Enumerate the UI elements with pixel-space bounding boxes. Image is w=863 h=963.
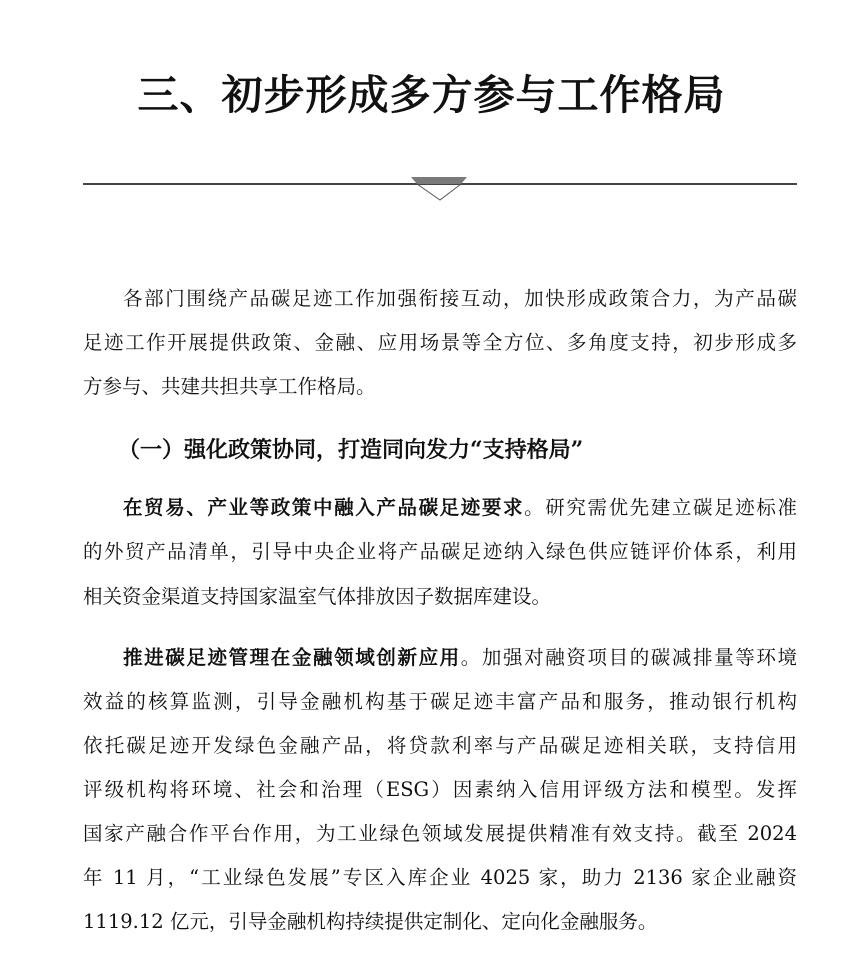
- intro-line: 足迹工作开展提供政策、金融、应用场景等全方位、多角度支持，初步形成多: [83, 331, 797, 354]
- para2-line: 1119.12 亿元，引导金融机构持续提供定制化、定向化金融服务。: [83, 910, 658, 933]
- para1-line: [123, 493, 797, 523]
- page-title: 三、初步形成多方参与工作格局: [137, 71, 726, 119]
- intro-line: 方参与、共建共担共享工作格局。: [83, 375, 376, 398]
- para1-text: 。研究需优先建立碳足迹标准: [524, 496, 797, 519]
- intro-line: 各部门围绕产品碳足迹工作加强衔接互动，加快形成政策合力，为产品碳: [123, 287, 797, 310]
- para2-text: 。加强对融资项目的碳减排量等环境: [460, 646, 797, 669]
- para2-line: 依托碳足迹开发绿色金融产品，将贷款利率与产品碳足迹相关联，支持信用: [83, 734, 797, 757]
- divider-triangle-icon: [411, 177, 469, 203]
- para1-lead: 在贸易、产业等政策中融入产品碳足迹要求: [123, 496, 525, 519]
- para2-line: 年 11 月，“工业绿色发展”专区入库企业 4025 家，助力 2136 家企业融资: [83, 866, 797, 889]
- para1-line: 相关资金渠道支持国家温室气体排放因子数据库建设。: [83, 585, 552, 608]
- para2-line: 效益的核算监测，引导金融机构基于碳足迹丰富产品和服务，推动银行机构: [83, 690, 797, 713]
- para2-line: 评级机构将环境、社会和治理（ESG）因素纳入信用评级方法和模型。发挥: [83, 778, 797, 801]
- para2-line: [123, 643, 797, 673]
- para2-line: 国家产融合作平台作用，为工业绿色领域发展提供精准有效支持。截至 2024: [83, 822, 797, 845]
- section-heading: （一）强化政策协同，打造同向发力“支持格局”: [118, 437, 584, 463]
- para2-lead: 推进碳足迹管理在金融领域创新应用: [123, 646, 461, 669]
- para1-line: 的外贸产品清单，引导中央企业将产品碳足迹纳入绿色供应链评价体系，利用: [83, 540, 797, 563]
